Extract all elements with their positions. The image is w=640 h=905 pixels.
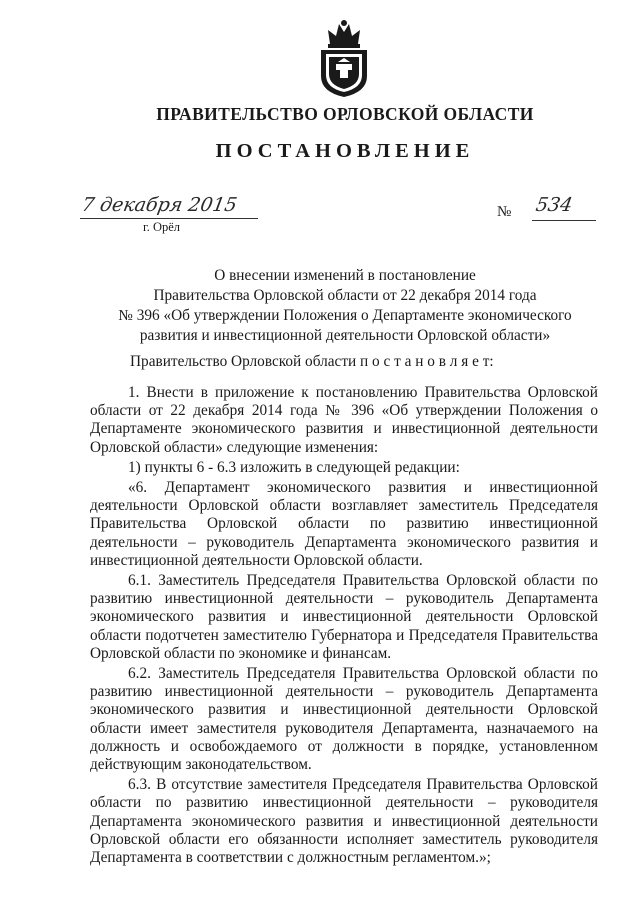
- coat-of-arms-icon: [316, 18, 372, 98]
- date-underline: [80, 218, 258, 219]
- number-label: №: [497, 204, 512, 220]
- handwritten-date: 7 декабря 2015: [80, 194, 239, 216]
- paragraph: 1. Внести в приложение к постановлению Правительства Орловской области от 22 декабря 2014 года № 396 «Об утверждении Положения о Департаменте экономического развития и инвестиционной деятельности Орловской области» следующие изменения:: [90, 384, 598, 456]
- paragraph: 6.2. Заместитель Председателя Правительства Орловской области по развитию инвестиционной деятельности – руководитель Департамента экономического развития и инвестиционной деятельности Орловской области имеет заместителя руководителя Департамента, назначаемого на должность и освобождаемого от должности в порядке, установленном действующим законодательством.: [90, 665, 598, 774]
- handwritten-number: 534: [534, 194, 575, 216]
- paragraph: 6.1. Заместитель Председателя Правительства Орловской области по развитию инвестиционной деятельности – руководитель Департамента экономического развития и инвестиционной деятельности Орловской области подотчетен заместителю Губернатора и Председателя Правительства Орловской области по экономике и финансам.: [90, 572, 598, 662]
- title-line: О внесении изменений в постановление: [214, 267, 476, 284]
- document-title: [0, 266, 640, 346]
- title-line: № 396 «Об утверждении Положения о Департаменте экономического: [118, 307, 572, 324]
- document-type: ПОСТАНОВЛЕНИЕ: [215, 140, 475, 162]
- number-underline: [532, 220, 596, 221]
- resolution-intro: Правительство Орловской области п о с т а н о в л я е т:: [130, 353, 494, 370]
- paragraph: 6.3. В отсутствие заместителя Председателя Правительства Орловской области по развитию инвестиционной деятельности – руководителя Департамента экономического развития и инвестиционной деятельности Орловской области его обязанности исполняет заместитель руководителя Департамента в соответствии с должностным регламентом.»;: [90, 776, 598, 867]
- document-body: [90, 384, 598, 869]
- city-label: г. Орёл: [143, 220, 181, 234]
- title-line: Правительства Орловской области от 22 декабря 2014 года: [153, 287, 537, 304]
- organization-name: ПРАВИТЕЛЬСТВО ОРЛОВСКОЙ ОБЛАСТИ: [156, 104, 534, 124]
- title-line: развития и инвестиционной деятельности Орловской области»: [139, 327, 551, 344]
- paragraph: 1) пункты 6 - 6.3 изложить в следующей редакции:: [128, 458, 460, 476]
- paragraph: «6. Департамент экономического развития и инвестиционной деятельности Орловской области возглавляет заместитель Председателя Правительства Орловской области по развитию инвестиционной деятельности – руководитель Департамента экономического развития и инвестиционной деятельности Орловской области.: [90, 479, 598, 569]
